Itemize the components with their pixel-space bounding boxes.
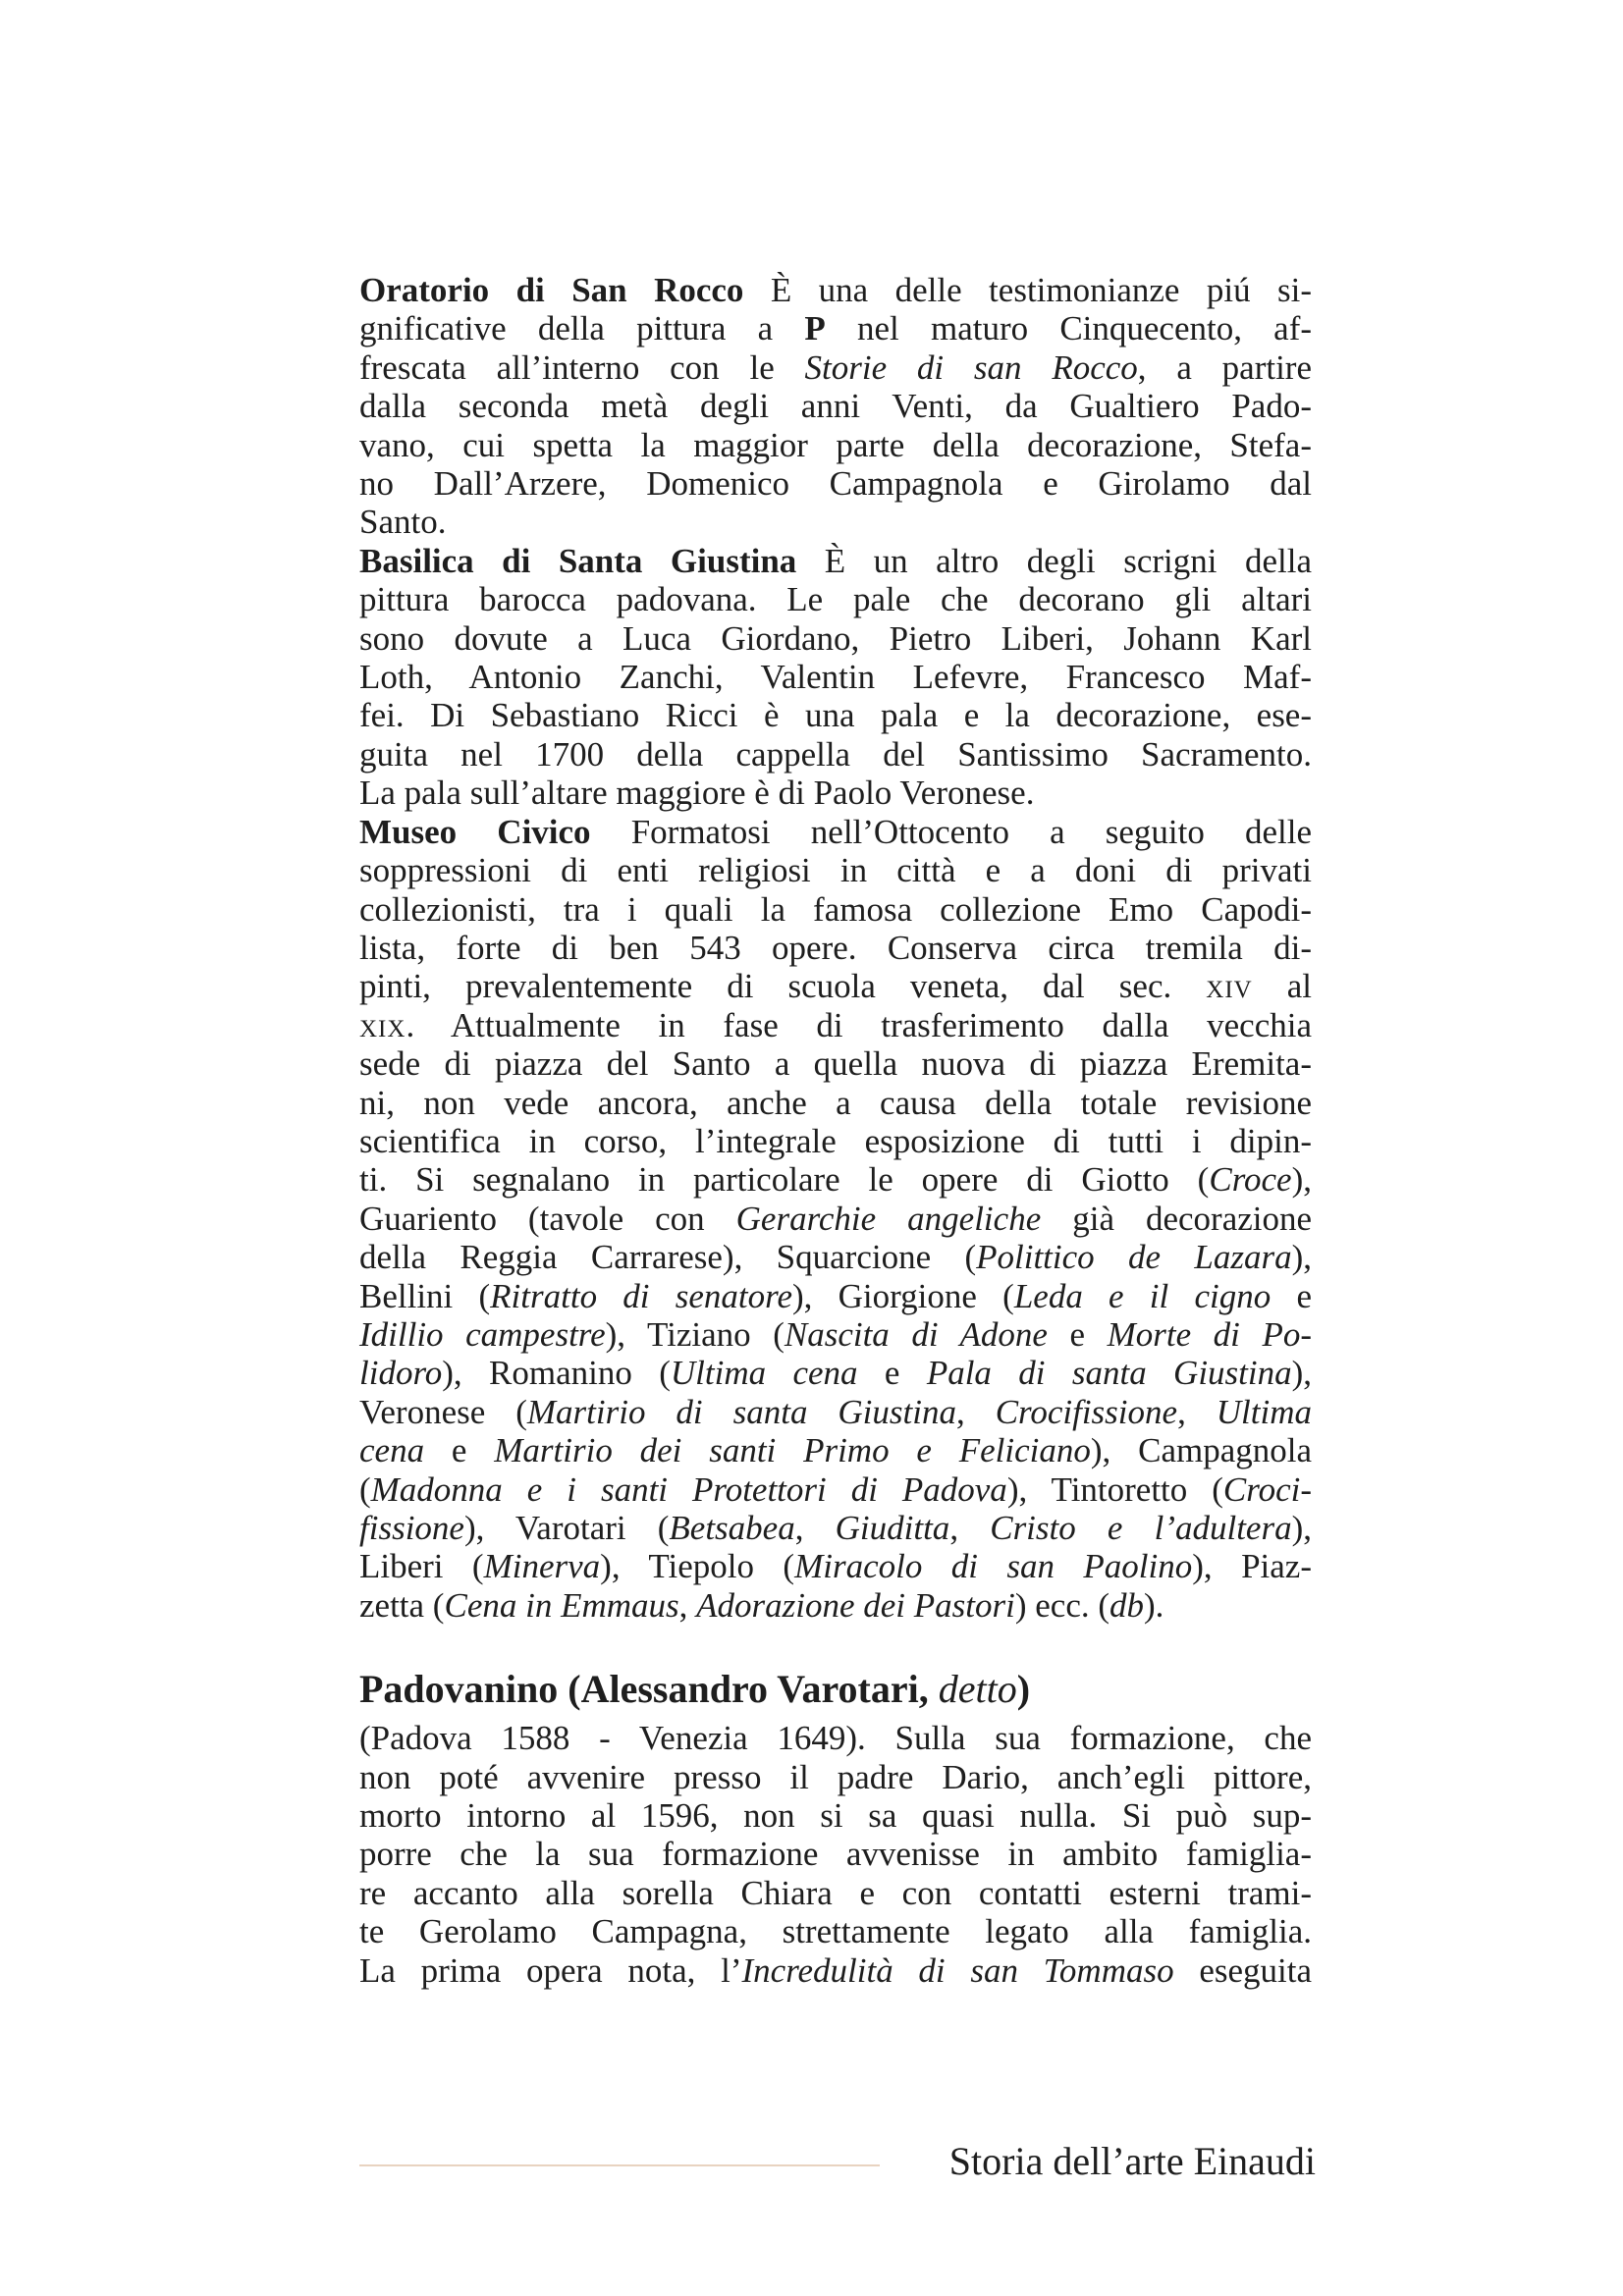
text-line: re accanto alla sorella Chiara e con contatti esterni trami- — [359, 1873, 1312, 1912]
text-line: ti. Si segnalano in particolare le opere di Giotto (Croce), — [359, 1160, 1312, 1200]
artwork-title: lidoro — [359, 1354, 443, 1393]
entry-santa-giustina — [359, 542, 1312, 813]
artwork-title: Cena in Emmaus — [444, 1585, 679, 1625]
text-line: zetta (Cena in Emmaus, Adorazione dei Pastori) ecc. (db). — [359, 1585, 1164, 1625]
artwork-title: Ultima cena — [670, 1354, 858, 1393]
text-line: pittura barocca padovana. Le pale che decorano gli altari — [359, 580, 1312, 619]
text-line: lidoro), Romanino (Ultima cena e Pala di santa Giustina), — [359, 1354, 1313, 1393]
text-line: Santo. — [359, 503, 447, 542]
text-line: fei. Di Sebastiano Ricci è una pala e la decorazione, ese- — [359, 696, 1312, 735]
artwork-title: Incredulità di san Tommaso — [741, 1950, 1174, 1990]
text-line: scientifica in corso, l’integrale esposizione di tutti i dipin- — [359, 1121, 1312, 1160]
artwork-title: Nascita di Adone — [784, 1314, 1048, 1354]
century-numeral: xiv — [1206, 967, 1253, 1006]
artwork-title: Cristo e l’adultera — [990, 1509, 1292, 1547]
footer-rule — [359, 2164, 880, 2166]
artwork-title: Polittico de Lazara — [976, 1238, 1292, 1277]
text-line: Liberi (Minerva), Tiepolo (Miracolo di san Paolino), Piaz- — [359, 1547, 1312, 1586]
text-line: Veronese (Martirio di santa Giustina, Crocifissione, Ultima — [359, 1392, 1313, 1431]
section-gap — [359, 1625, 1312, 1666]
text-line: frescata all’interno con le Storie di san Rocco, a partire — [359, 347, 1312, 387]
artwork-title: Crocifissione — [995, 1392, 1178, 1431]
text-line: non poté avvenire presso il padre Dario, anch’egli pittore, — [359, 1757, 1312, 1796]
text-line: Guariento (tavole con Gerarchie angeliche già decorazione — [359, 1199, 1313, 1238]
text-line: (Madonna e i santi Protettori di Padova), Tintoretto (Croci- — [359, 1469, 1312, 1509]
artwork-title: Storie di san Rocco — [804, 347, 1138, 387]
page-body — [359, 271, 1312, 1990]
abbrev-p: P — [804, 309, 826, 348]
artwork-title: Giuditta — [835, 1509, 950, 1547]
text-line: Oratorio di San Rocco È una delle testimonianze piú si- — [359, 271, 1313, 309]
text-line: cena e Martirio dei santi Primo e Feliciano), Campagnola — [359, 1431, 1312, 1470]
artwork-title: Pala di santa Giustina — [926, 1354, 1292, 1393]
footer-title: Storia dell’arte Einaudi — [948, 2139, 1316, 2183]
artwork-title: Ultima — [1216, 1392, 1313, 1431]
text-line: guita nel 1700 della cappella del Santissimo Sacramento. — [359, 734, 1312, 774]
century-numeral: xix — [359, 1005, 406, 1044]
text-line: pinti, prevalentemente di scuola veneta, dal sec. xiv al — [359, 967, 1313, 1006]
author-initials: db — [1109, 1585, 1145, 1625]
text-line: porre che la sua formazione avvenisse in ambito famiglia- — [359, 1835, 1312, 1874]
text-line: lista, forte di ben 543 opere. Conserva circa tremila di- — [359, 928, 1312, 967]
text-line: Idillio campestre), Tiziano (Nascita di Adone e Morte di Po- — [359, 1314, 1312, 1354]
artwork-title: Morte di Po- — [1107, 1314, 1312, 1354]
text-line: della Reggia Carrarese), Squarcione (Polittico de Lazara), — [359, 1238, 1312, 1277]
text-line: La prima opera nota, l’Incredulità di san Tommaso eseguita — [359, 1950, 1313, 1990]
artwork-title: Miracolo di san Paolino — [794, 1547, 1193, 1586]
artwork-title: Croci- — [1222, 1469, 1312, 1509]
text-line: sono dovute a Luca Giordano, Pietro Liberi, Johann Karl — [359, 618, 1312, 658]
text-line: Museo Civico Formatosi nell’Ottocento a seguito delle — [359, 812, 1313, 851]
text-line: te Gerolamo Campagna, strettamente legato alla famiglia. — [359, 1912, 1312, 1951]
text-line: sede di piazza del Santo a quella nuova di piazza Eremita- — [359, 1044, 1312, 1084]
artwork-title: Ritratto di senatore — [490, 1276, 792, 1315]
text-line: Basilica di Santa Giustina È un altro degli scrigni della — [359, 541, 1313, 580]
artwork-title: Betsabea — [669, 1509, 795, 1547]
text-line: (Padova 1588 - Venezia 1649). Sulla sua formazione, che — [359, 1719, 1312, 1758]
artwork-title: Madonna e i santi Protettori di Padova — [370, 1469, 1007, 1509]
artwork-title: fissione — [359, 1509, 464, 1547]
text-line: vano, cui spetta la maggior parte della decorazione, Stefa- — [359, 425, 1312, 464]
artwork-title: Adorazione dei Pastori — [696, 1585, 1015, 1625]
text-line: La pala sull’altare maggiore è di Paolo Veronese. — [359, 774, 1035, 813]
entry-san-rocco — [359, 271, 1312, 542]
artwork-title: Idillio campestre — [359, 1314, 606, 1354]
artwork-title: Leda e il cigno — [1013, 1276, 1271, 1315]
text-line: xix. Attualmente in fase di trasferimento dalla vecchia — [359, 1005, 1312, 1044]
text-line: soppressioni di enti religiosi in città e a doni di privati — [359, 851, 1312, 890]
text-line: ni, non vede ancora, anche a causa della totale revisione — [359, 1083, 1312, 1122]
text-line: no Dall’Arzere, Domenico Campagnola e Girolamo dal — [359, 464, 1312, 504]
entry-heading: Oratorio di San Rocco — [359, 271, 744, 309]
artwork-title: Martirio di santa Giustina — [526, 1392, 956, 1431]
entry-museo-civico — [359, 813, 1312, 1626]
entry-title: Padovanino (Alessandro Varotari, detto) — [359, 1667, 1031, 1712]
text-line: Bellini (Ritratto di senatore), Giorgione (Leda e il cigno e — [359, 1276, 1313, 1315]
artwork-title: Martirio dei santi Primo e Feliciano — [494, 1431, 1091, 1470]
text-line: collezionisti, tra i quali la famosa collezione Emo Capodi- — [359, 889, 1312, 929]
entry-padovanino — [359, 1666, 1312, 1990]
text-line: Loth, Antonio Zanchi, Valentin Lefevre, Francesco Maf- — [359, 658, 1312, 697]
artwork-title: Minerva — [483, 1547, 601, 1586]
artwork-title: cena — [359, 1431, 425, 1470]
entry-heading: Basilica di Santa Giustina — [359, 541, 797, 580]
text-line: gnificative della pittura a P nel maturo Cinquecento, af- — [359, 309, 1313, 348]
artwork-title: Gerarchie angeliche — [735, 1199, 1042, 1238]
artwork-title: Croce — [1209, 1160, 1292, 1200]
text-line: morto intorno al 1596, non si sa quasi nulla. Si può sup- — [359, 1796, 1312, 1836]
entry-heading: Museo Civico — [359, 812, 591, 851]
text-line: dalla seconda metà degli anni Venti, da Gualtiero Pado- — [359, 387, 1312, 426]
text-line: fissione), Varotari (Betsabea, Giuditta, Cristo e l’adultera), — [359, 1509, 1312, 1547]
